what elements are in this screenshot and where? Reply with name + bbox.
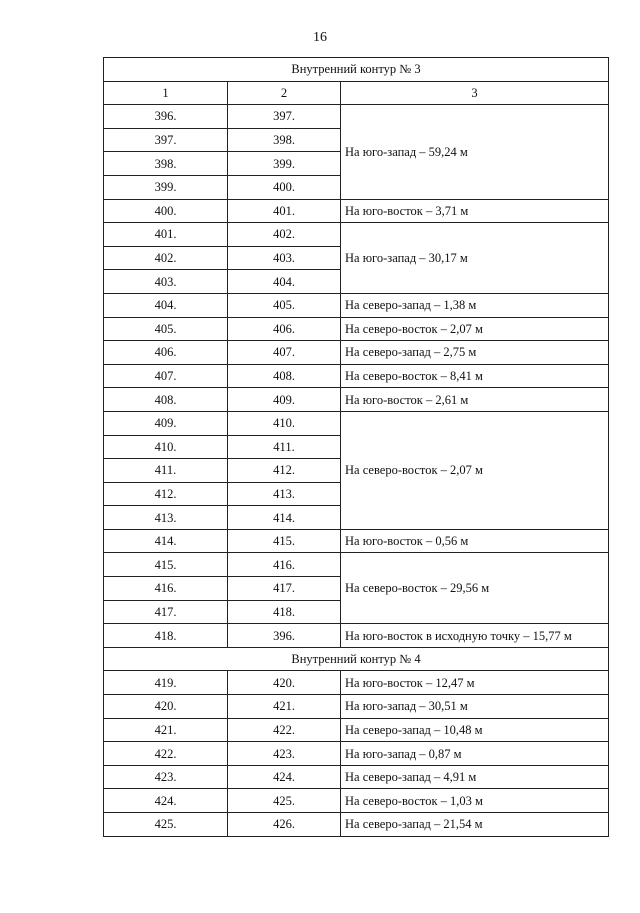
table-row [104, 388, 609, 412]
direction-distance: На северо-восток – 2,07 м [341, 317, 609, 341]
point-to: 423. [228, 742, 341, 766]
point-from: 415. [104, 553, 228, 577]
point-to: 409. [228, 388, 341, 412]
direction-distance: На северо-восток – 8,41 м [341, 364, 609, 388]
point-to: 399. [228, 152, 341, 176]
point-from: 421. [104, 718, 228, 742]
table-row [104, 199, 609, 223]
point-from: 406. [104, 341, 228, 365]
point-to: 417. [228, 577, 341, 601]
direction-distance: На юго-запад – 59,24 м [341, 105, 609, 199]
table-row [104, 364, 609, 388]
point-to: 420. [228, 671, 341, 695]
direction-distance: На северо-запад – 4,91 м [341, 765, 609, 789]
point-to: 413. [228, 482, 341, 506]
point-to: 415. [228, 529, 341, 553]
direction-distance: На юго-восток – 12,47 м [341, 671, 609, 695]
section-title: Внутренний контур № 3 [104, 58, 609, 82]
point-from: 409. [104, 411, 228, 435]
column-header-3: 3 [341, 81, 609, 105]
point-to: 405. [228, 293, 341, 317]
direction-distance: На северо-запад – 21,54 м [341, 813, 609, 837]
direction-distance: На северо-запад – 1,38 м [341, 293, 609, 317]
point-from: 419. [104, 671, 228, 695]
point-from: 424. [104, 789, 228, 813]
direction-distance: На северо-восток – 29,56 м [341, 553, 609, 624]
point-from: 417. [104, 600, 228, 624]
point-from: 396. [104, 105, 228, 129]
direction-distance: На северо-восток – 2,07 м [341, 411, 609, 529]
point-from: 425. [104, 813, 228, 837]
table-row [104, 765, 609, 789]
table-row [104, 105, 609, 129]
point-to: 406. [228, 317, 341, 341]
point-from: 422. [104, 742, 228, 766]
direction-distance: На северо-запад – 2,75 м [341, 341, 609, 365]
point-to: 407. [228, 341, 341, 365]
point-to: 422. [228, 718, 341, 742]
column-header-row [104, 81, 609, 105]
point-to: 401. [228, 199, 341, 223]
table-row [104, 718, 609, 742]
point-from: 399. [104, 175, 228, 199]
point-from: 405. [104, 317, 228, 341]
table-row [104, 317, 609, 341]
point-from: 413. [104, 506, 228, 530]
point-to: 397. [228, 105, 341, 129]
point-from: 402. [104, 246, 228, 270]
table-body [104, 58, 609, 837]
direction-distance: На юго-восток в исходную точку – 15,77 м [341, 624, 609, 648]
table-row [104, 813, 609, 837]
point-from: 410. [104, 435, 228, 459]
point-to: 402. [228, 223, 341, 247]
point-to: 398. [228, 128, 341, 152]
direction-distance: На юго-восток – 2,61 м [341, 388, 609, 412]
table-row [104, 341, 609, 365]
point-to: 400. [228, 175, 341, 199]
point-to: 418. [228, 600, 341, 624]
direction-distance: На юго-восток – 0,56 м [341, 529, 609, 553]
point-to: 396. [228, 624, 341, 648]
point-from: 401. [104, 223, 228, 247]
point-from: 400. [104, 199, 228, 223]
direction-distance: На юго-запад – 30,51 м [341, 695, 609, 719]
section-title-row [104, 647, 609, 671]
table-row [104, 411, 609, 435]
column-header-1: 1 [104, 81, 228, 105]
point-from: 407. [104, 364, 228, 388]
point-from: 416. [104, 577, 228, 601]
direction-distance: На северо-запад – 10,48 м [341, 718, 609, 742]
point-to: 403. [228, 246, 341, 270]
direction-distance: На юго-запад – 0,87 м [341, 742, 609, 766]
table-row [104, 529, 609, 553]
point-to: 425. [228, 789, 341, 813]
page-number: 16 [313, 30, 327, 45]
direction-distance: На юго-восток – 3,71 м [341, 199, 609, 223]
point-from: 414. [104, 529, 228, 553]
column-header-2: 2 [228, 81, 341, 105]
point-to: 414. [228, 506, 341, 530]
point-from: 404. [104, 293, 228, 317]
boundary-table [103, 57, 609, 837]
point-to: 416. [228, 553, 341, 577]
direction-distance: На юго-запад – 30,17 м [341, 223, 609, 294]
direction-distance: На северо-восток – 1,03 м [341, 789, 609, 813]
point-from: 411. [104, 459, 228, 483]
point-to: 412. [228, 459, 341, 483]
table-row [104, 624, 609, 648]
table-row [104, 695, 609, 719]
table-row [104, 742, 609, 766]
point-to: 404. [228, 270, 341, 294]
section-title: Внутренний контур № 4 [104, 647, 609, 671]
point-to: 421. [228, 695, 341, 719]
section-title-row [104, 58, 609, 82]
table-row [104, 789, 609, 813]
table-row [104, 671, 609, 695]
point-to: 424. [228, 765, 341, 789]
table-row [104, 293, 609, 317]
point-from: 423. [104, 765, 228, 789]
point-from: 403. [104, 270, 228, 294]
point-to: 408. [228, 364, 341, 388]
table-row [104, 223, 609, 247]
point-from: 397. [104, 128, 228, 152]
point-from: 420. [104, 695, 228, 719]
point-to: 410. [228, 411, 341, 435]
point-to: 411. [228, 435, 341, 459]
point-from: 408. [104, 388, 228, 412]
table-row [104, 553, 609, 577]
point-from: 418. [104, 624, 228, 648]
point-from: 412. [104, 482, 228, 506]
point-to: 426. [228, 813, 341, 837]
point-from: 398. [104, 152, 228, 176]
